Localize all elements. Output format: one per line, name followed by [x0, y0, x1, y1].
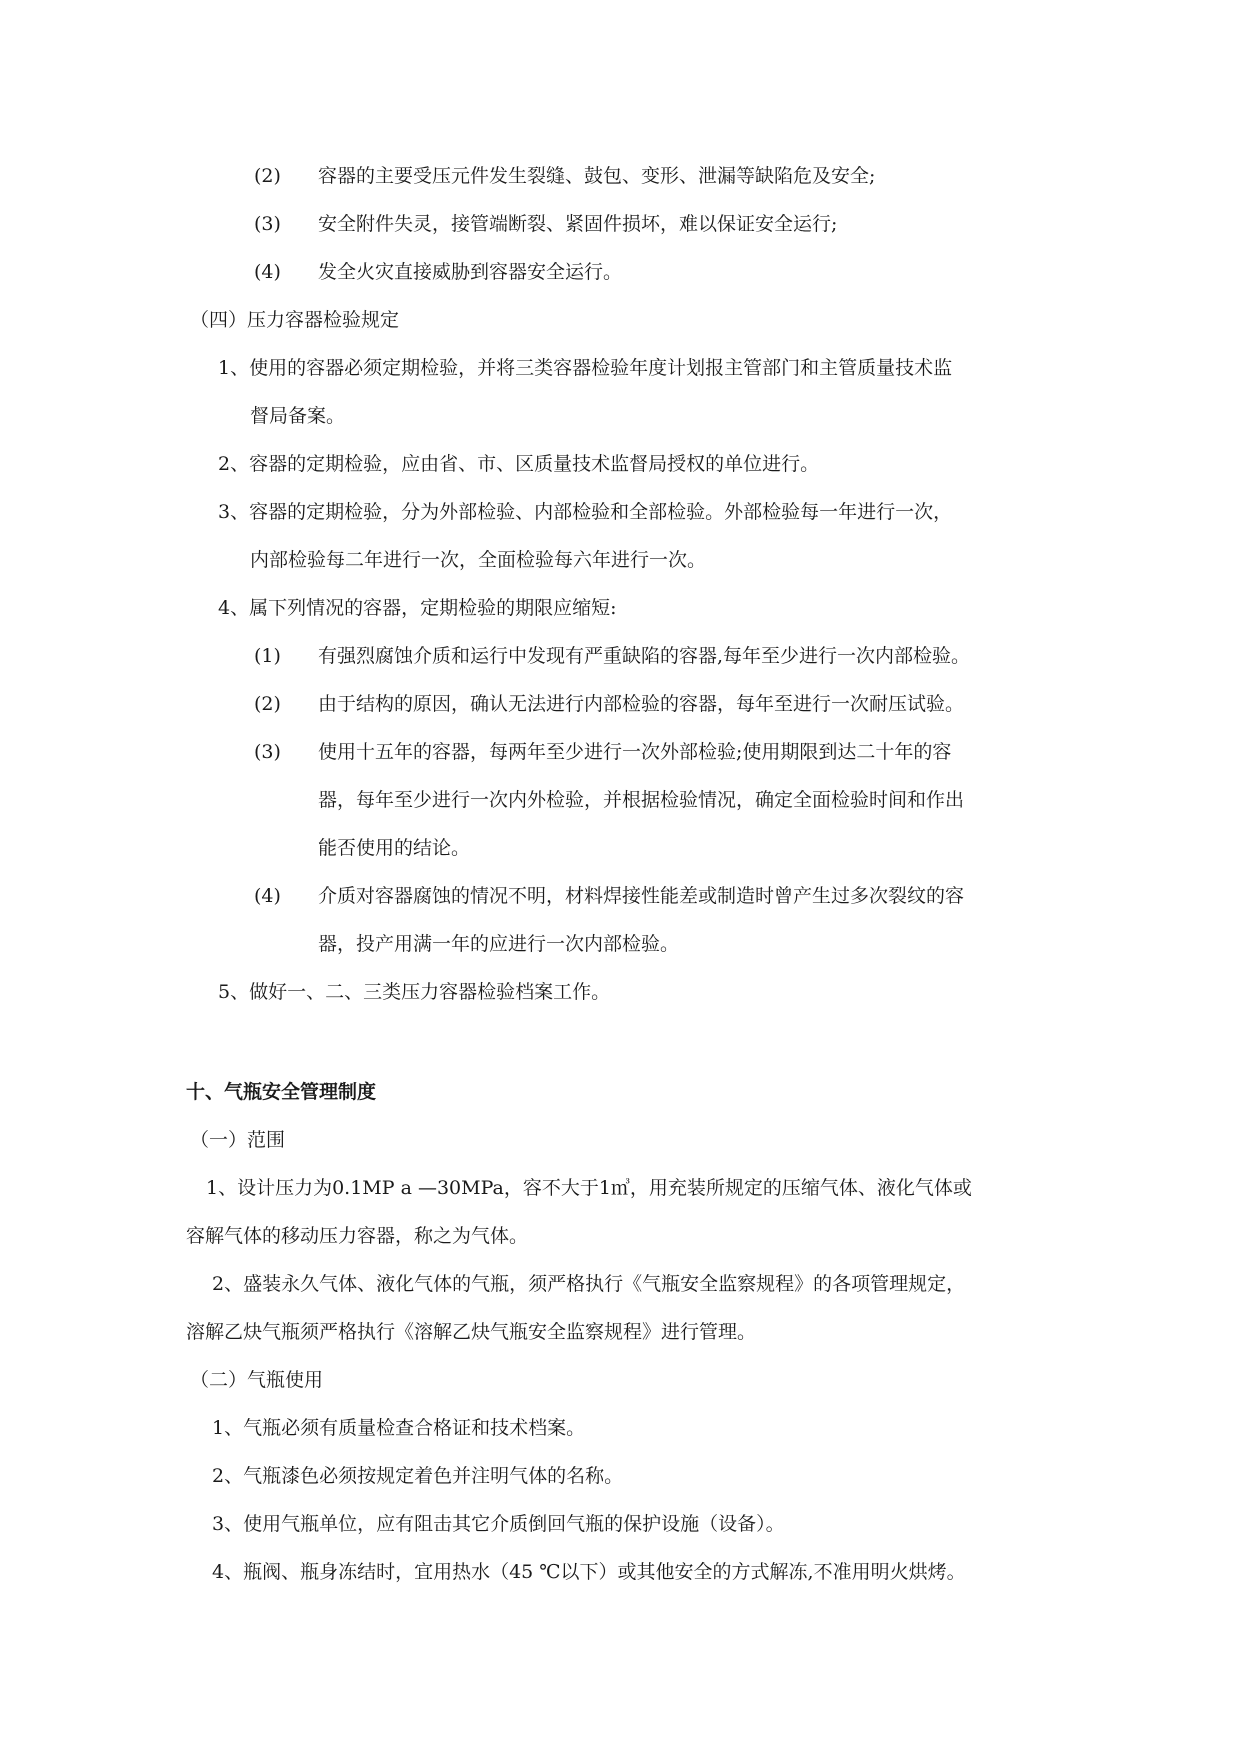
item-text: 能否使用的结论。	[318, 837, 471, 859]
item-number: (4)	[254, 885, 281, 907]
rule-line: 督局备案。	[250, 405, 346, 427]
rule-line: 4、属下列情况的容器，定期检验的期限应缩短:	[218, 597, 617, 619]
rule-line: 1、使用的容器必须定期检验，并将三类容器检验年度计划报主管部门和主管质量技术监	[218, 357, 953, 379]
item-text: 使用十五年的容器，每两年至少进行一次外部检验;使用期限到达二十年的容	[318, 741, 952, 763]
item-text: 容器的主要受压元件发生裂缝、鼓包、变形、泄漏等缺陷危及安全;	[318, 165, 876, 187]
rule-line: 内部检验每二年进行一次，全面检验每六年进行一次。	[250, 549, 707, 571]
section-title: 十、气瓶安全管理制度	[186, 1081, 377, 1103]
paragraph-line: 1、设计压力为0.1MP a —30MPa，容不大于1㎥，用充装所规定的压缩气体、液化气体或	[206, 1177, 972, 1199]
list-item: 3、使用气瓶单位，应有阻击其它介质倒回气瓶的保护设施（设备）。	[212, 1513, 785, 1535]
subsection-title: （一）范围	[190, 1129, 286, 1151]
item-text: 器，投产用满一年的应进行一次内部检验。	[318, 933, 680, 955]
list-item: 4、瓶阀、瓶身冻结时，宜用热水（45 ℃以下）或其他安全的方式解冻,不准用明火烘烤。	[212, 1561, 966, 1583]
item-text: 介质对容器腐蚀的情况不明，材料焊接性能差或制造时曾产生过多次裂纹的容	[318, 885, 965, 907]
item-text: 由于结构的原因，确认无法进行内部检验的容器，每年至进行一次耐压试验。	[318, 693, 965, 715]
rule-line: 3、容器的定期检验，分为外部检验、内部检验和全部检验。外部检验每一年进行一次，	[218, 501, 953, 523]
item-number: (1)	[254, 645, 281, 667]
item-text: 发全火灾直接威胁到容器安全运行。	[318, 261, 623, 283]
subsection-title: （四）压力容器检验规定	[190, 309, 400, 331]
item-number: (4)	[254, 261, 281, 283]
list-item: 2、气瓶漆色必须按规定着色并注明气体的名称。	[212, 1465, 624, 1487]
list-item: 1、气瓶必须有质量检查合格证和技术档案。	[212, 1417, 586, 1439]
paragraph-line: 容解气体的移动压力容器，称之为气体。	[186, 1225, 529, 1247]
paragraph-line: 溶解乙炔气瓶须严格执行《溶解乙炔气瓶安全监察规程》进行管理。	[186, 1321, 757, 1343]
rule-line: 5、做好一、二、三类压力容器检验档案工作。	[218, 981, 611, 1003]
item-number: (3)	[254, 213, 281, 235]
subsection-title: （二）气瓶使用	[190, 1369, 324, 1391]
item-text: 器，每年至少进行一次内外检验，并根据检验情况，确定全面检验时间和作出	[318, 789, 965, 811]
rule-line: 2、容器的定期检验，应由省、市、区质量技术监督局授权的单位进行。	[218, 453, 820, 475]
item-number: (2)	[254, 693, 281, 715]
item-text: 安全附件失灵，接管端断裂、紧固件损坏，难以保证安全运行;	[318, 213, 838, 235]
item-number: (3)	[254, 741, 281, 763]
item-text: 有强烈腐蚀介质和运行中发现有严重缺陷的容器,每年至少进行一次内部检验。	[318, 645, 971, 667]
paragraph-line: 2、盛装永久气体、液化气体的气瓶，须严格执行《气瓶安全监察规程》的各项管理规定，	[212, 1273, 966, 1295]
item-number: (2)	[254, 165, 281, 187]
